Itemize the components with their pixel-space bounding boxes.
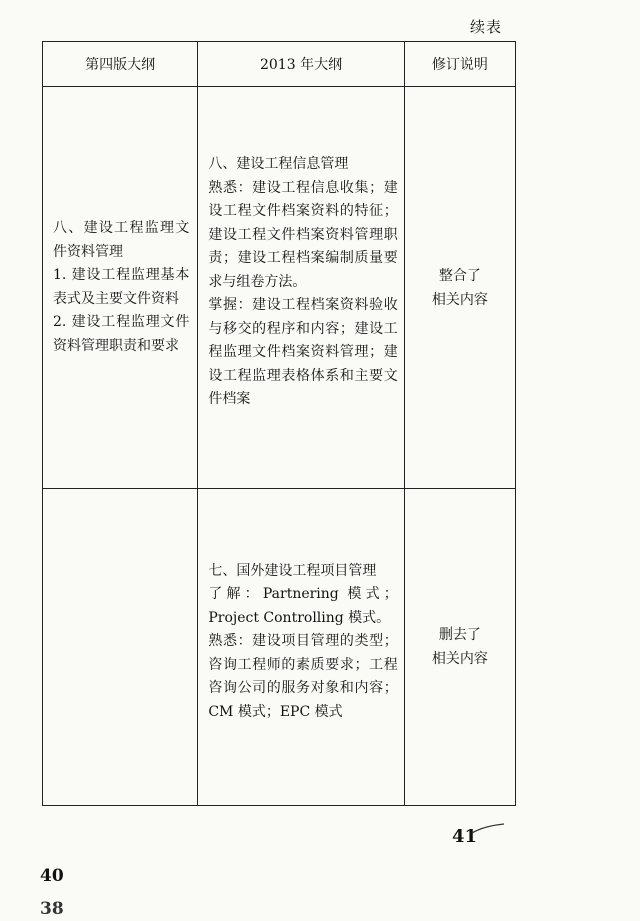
row2-2013-outline-cell <box>198 489 404 806</box>
row1-revision-line: 整合了 <box>438 267 481 284</box>
row2-col2-line: 熟悉：建设项目管理的类型；咨询工程师的素质要求；工程咨询公司的服务对象和内容；CM 模式；EPC 模式 <box>208 633 398 720</box>
table-row <box>43 87 516 489</box>
page-number-swoosh-decoration <box>470 822 506 836</box>
header-fourth-edition: 第四版大纲 <box>43 42 198 87</box>
row1-fourth-edition-cell <box>43 87 198 489</box>
row1-col1-line: 八、建设工程监理文件资料管理 <box>53 220 190 260</box>
footer-number: 40 <box>40 866 64 886</box>
row2-col2-line: 七、国外建设工程项目管理 <box>208 562 377 579</box>
header-revision-note: 修订说明 <box>404 42 515 87</box>
row1-col2-line: 熟悉：建设工程信息收集；建设工程文件档案资料的特征；建设工程文件档案资料管理职责；建设工程档案编制质量要求与组卷方法。 <box>208 179 398 290</box>
syllabus-comparison-table <box>42 41 516 806</box>
row2-revision-line: 相关内容 <box>431 651 488 667</box>
row1-col1-line: 1. 建设工程监理基本表式及主要文件资料 <box>53 267 190 307</box>
table-row <box>43 489 516 806</box>
page-number: 41 <box>452 826 478 847</box>
row1-col2-line: 掌握：建设工程档案资料验收与移交的程序和内容；建设工程监理文件档案资料管理；建设工程监理表格体系和主要文件档案 <box>208 297 398 408</box>
row2-fourth-edition-cell <box>43 489 198 806</box>
row2-revision-cell <box>404 489 515 806</box>
footer-number: 38 <box>40 899 64 919</box>
continued-label: 续表 <box>469 18 502 36</box>
row2-revision-line: 删去了 <box>438 627 481 643</box>
row1-revision-line: 相关内容 <box>431 291 488 308</box>
table-header-row <box>43 42 516 87</box>
row1-revision-cell <box>404 87 515 489</box>
row1-col2-line: 八、建设工程信息管理 <box>208 156 349 173</box>
row1-2013-outline-cell <box>198 87 404 489</box>
row1-col1-line: 2. 建设工程监理文件资料管理职责和要求 <box>53 314 190 354</box>
header-2013-outline: 2013 年大纲 <box>198 42 404 87</box>
row2-col2-line: 了解：Partnering 模式；Project Controlling 模式。 <box>208 586 398 626</box>
